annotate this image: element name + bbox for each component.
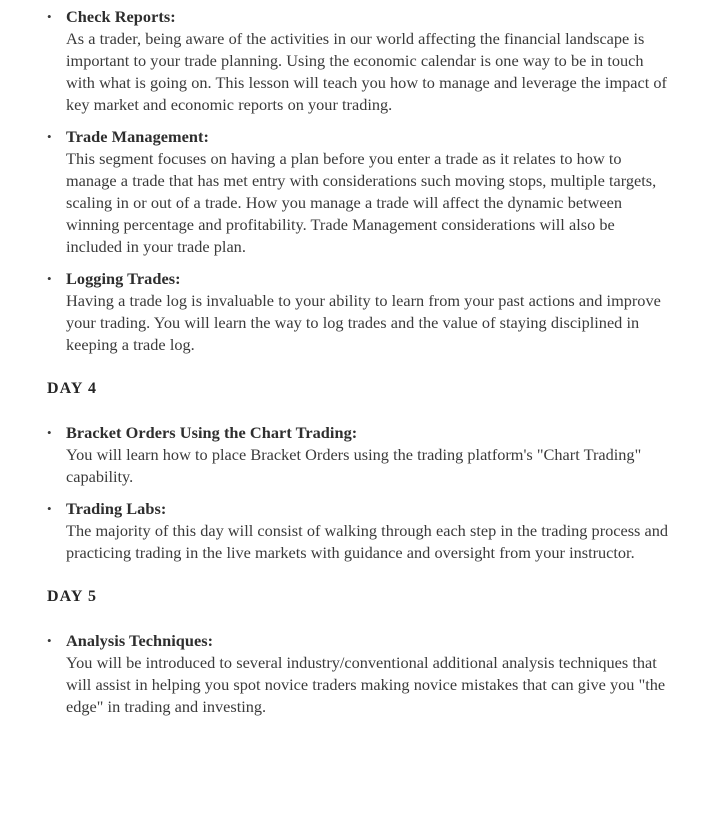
bullet-icon: • [47, 633, 52, 648]
list-item [0, 630, 719, 718]
list-item-title-colon: : [207, 631, 214, 650]
bullet-icon: • [47, 9, 52, 24]
bullet-icon: • [47, 501, 52, 516]
list-item-title-text: Analysis Techniques [66, 631, 208, 650]
list-item-title-text: Logging Trades [66, 269, 176, 288]
list-item-title-colon: : [170, 7, 176, 26]
list-item-body: You will be introduced to several industry/conventional additional analysis techniques that will assist in helping you spot novice traders making novice mistakes that can give you "the edge" in trading and investing. [66, 653, 666, 716]
day-five-list [0, 630, 719, 718]
list-item-title [66, 6, 672, 28]
list-item-body: Having a trade log is invaluable to your ability to learn from your past actions and improve your trading. You will learn the way to log trades and the value of staying disciplined in keeping a trade log. [66, 291, 661, 354]
list-item-title [66, 630, 672, 652]
list-item-body: This segment focuses on having a plan before you enter a trade as it relates to how to manage a trade that has met entry with considerations such moving stops, multiple targets, scaling in or out of a trade. How you manage a trade will affect the dynamic between winning percentage and profitability. Trade Management considerations will also be included in your trade plan. [66, 149, 657, 256]
day-four-list [0, 422, 719, 564]
day-three-continued-list [0, 6, 719, 356]
bullet-icon: • [47, 271, 52, 286]
list-item [0, 6, 719, 116]
spacer [0, 400, 719, 422]
list-item [0, 498, 719, 564]
day-4-heading: DAY 4 [47, 380, 98, 397]
spacer [0, 608, 719, 630]
list-item-title-text: Bracket Orders Using the Chart Trading [66, 423, 352, 442]
spacer [0, 356, 719, 378]
list-item-title-text: Trading Labs [66, 499, 161, 518]
list-item-title-text: Check Reports [66, 7, 171, 26]
list-item [0, 126, 719, 258]
list-item [0, 422, 719, 488]
bullet-icon: • [47, 425, 52, 440]
list-item [0, 268, 719, 356]
list-item-title-text: Trade Management [66, 127, 204, 146]
list-item-body: You will learn how to place Bracket Orders using the trading platform's "Chart Trading" capability. [66, 445, 642, 486]
list-item-body: The majority of this day will consist of walking through each step in the trading process and practicing trading in the live markets with guidance and oversight from your instructor. [66, 521, 669, 562]
list-item-title-colon: : [160, 499, 167, 518]
list-item-title-colon: : [175, 269, 181, 288]
list-item-title [66, 268, 672, 290]
list-item-title-colon: : [351, 423, 358, 442]
list-item-body: As a trader, being aware of the activities in our world affecting the financial landscape is important to your trade planning. Using the economic calendar is one way to be in touch with what is going on. This lesson will teach you how to manage and leverage the impact of key market and economic reports on your trading. [66, 29, 667, 114]
day-5-heading: DAY 5 [47, 588, 98, 605]
list-item-title [66, 498, 672, 520]
list-item-title-colon: : [203, 127, 209, 146]
list-item-title [66, 126, 672, 148]
bullet-icon: • [47, 129, 52, 144]
list-item-title [66, 422, 672, 444]
spacer [0, 564, 719, 586]
